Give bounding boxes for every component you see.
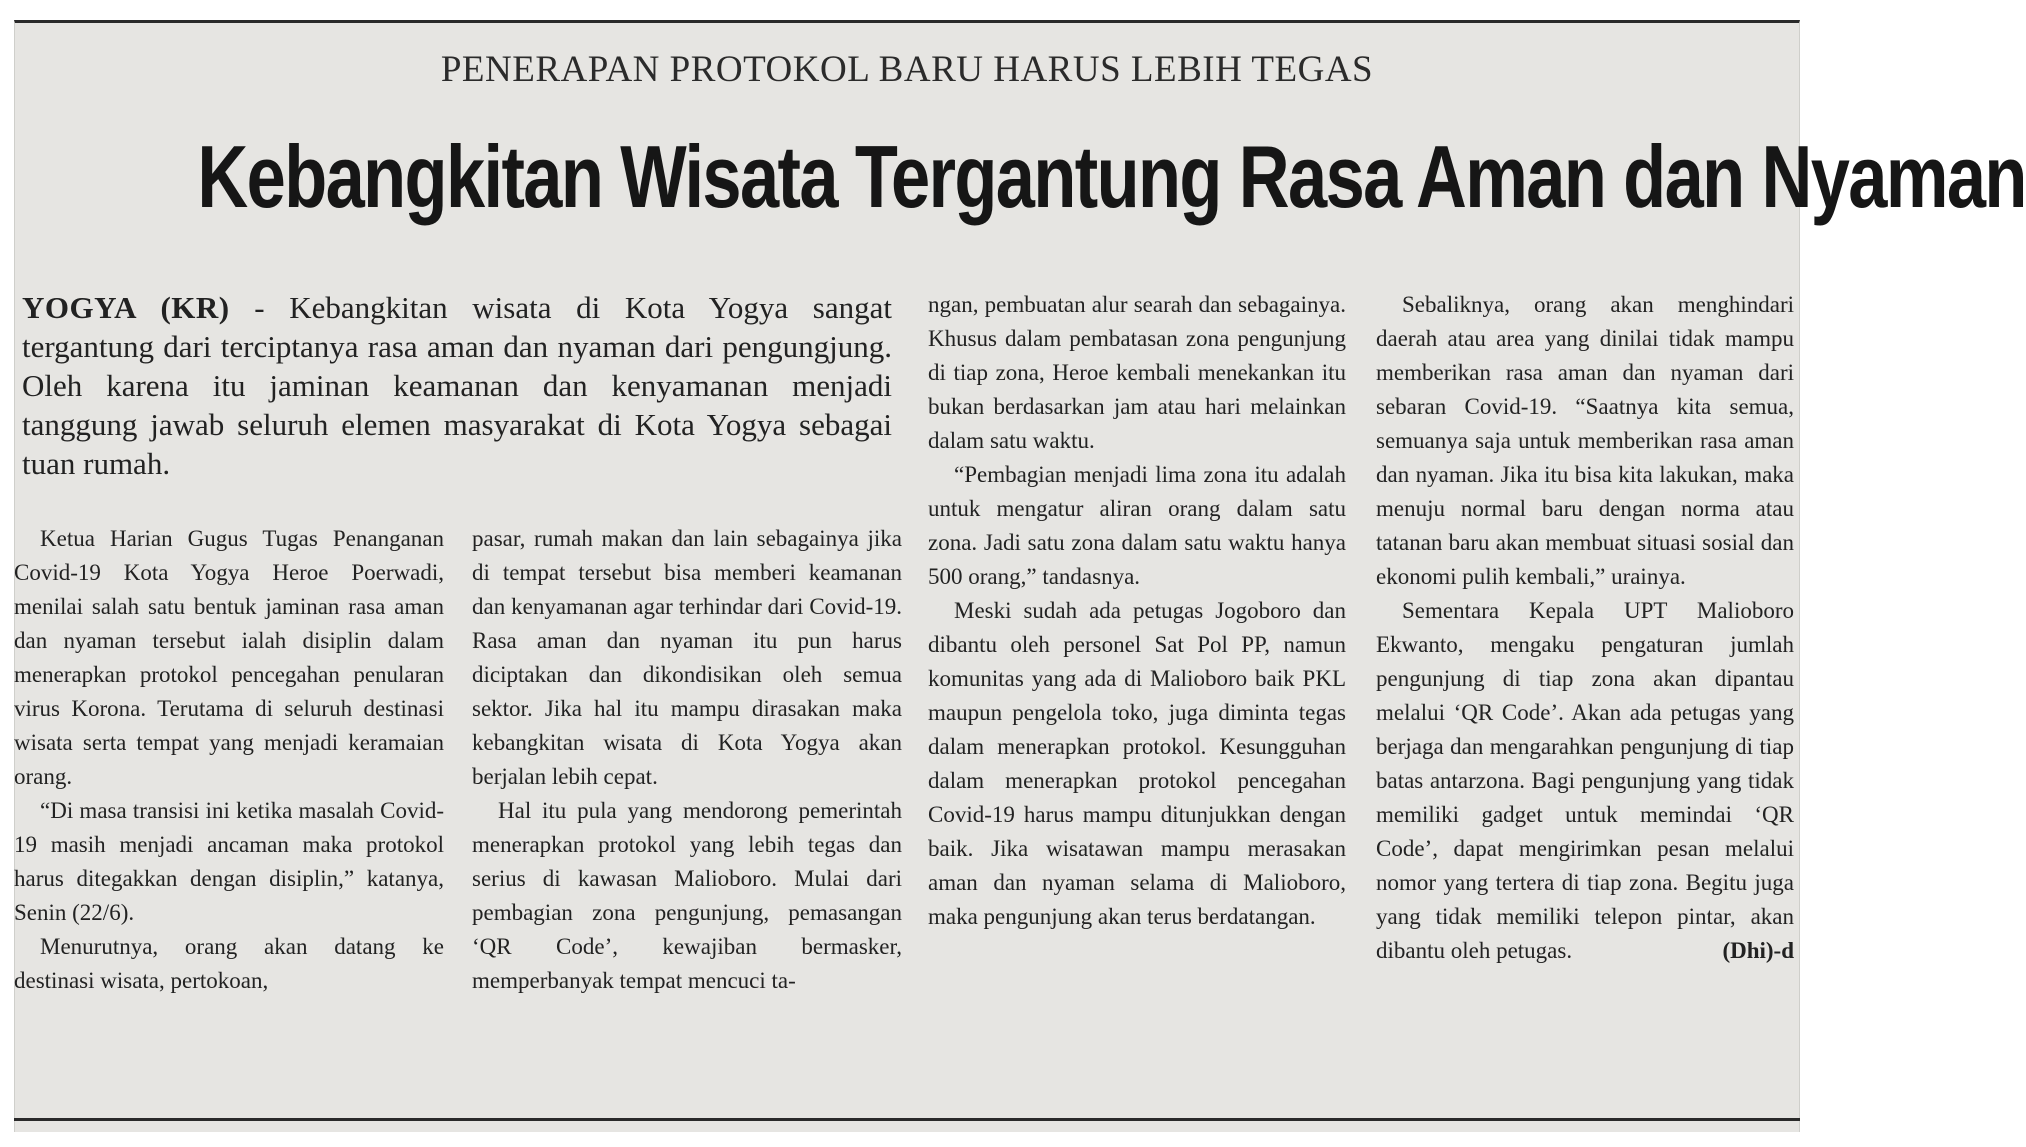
lead-text: - Kebangkitan wisata di Kota Yogya sangat tergantung dari terciptanya rasa aman dan nyaman dari pengungjung. Oleh karena itu jaminan keamanan dan kenyamanan menjadi tanggung jawab seluruh elemen masyarakat di Kota Yogya sebagai tuan rumah.	[22, 290, 892, 481]
article-headline: Kebangkitan Wisata Tergantung Rasa Aman dan Nyaman	[197, 127, 2026, 226]
column-1	[14, 522, 444, 998]
column-3	[928, 288, 1346, 934]
paragraph: “Di masa transisi ini ketika masalah Covid-19 masih menjadi ancaman maka protokol harus ditegakkan dengan disiplin,” katanya, Senin (22/6).	[14, 798, 444, 925]
paragraph: ngan, pembuatan alur searah dan sebagainya. Khusus dalam pembatasan zona pengunjung di tiap zona, Heroe kembali menekankan itu bukan berdasarkan jam atau hari melainkan dalam satu waktu.	[928, 292, 1346, 453]
paragraph-text: Sementara Kepala UPT Malioboro Ekwanto, mengaku pengaturan jumlah pengunjung di tiap zona akan dipantau melalui ‘QR Code’. Akan ada petugas yang berjaga dan mengarahkan pengunjung di tiap batas antarzona. Bagi pengunjung yang tidak memiliki gadget untuk memindai ‘QR Code’, dapat mengirimkan pesan melalui nomor yang tertera di tiap zona. Begitu juga yang tidak memiliki telepon pintar, akan dibantu oleh petugas.	[1376, 598, 1794, 963]
paragraph: Menurutnya, orang akan datang ke destinasi wisata, pertokoan,	[14, 934, 444, 993]
column-2	[472, 522, 902, 998]
paragraph: Meski sudah ada petugas Jogoboro dan dibantu oleh personel Sat Pol PP, namun komunitas yang ada di Malioboro baik PKL maupun pengelola toko, juga diminta tegas dalam menerapkan protokol. Kesungguhan dalam menerapkan protokol pencegahan Covid-19 harus mampu ditunjukkan dengan baik. Jika wisatawan mampu merasakan aman dan nyaman selama di Malioboro, maka pengunjung akan terus berdatangan.	[928, 598, 1346, 929]
kicker-heading: PENERAPAN PROTOKOL BARU HARUS LEBIH TEGAS	[440, 49, 1374, 90]
byline: (Dhi)-d	[1722, 938, 1794, 963]
paragraph: “Pembagian menjadi lima zona itu adalah untuk mengatur aliran orang dalam satu zona. Jadi satu zona dalam satu waktu hanya 500 orang,” tandasnya.	[928, 462, 1346, 589]
column-4	[1376, 288, 1794, 968]
bottom-rule	[14, 1118, 1800, 1121]
paragraph: Ketua Harian Gugus Tugas Penanganan Covid-19 Kota Yogya Heroe Poerwadi, menilai salah satu bentuk jaminan rasa aman dan nyaman tersebut ialah disiplin dalam menerapkan protokol pencegahan penularan virus Korona. Terutama di seluruh destinasi wisata serta tempat yang menjadi keramaian orang.	[14, 526, 444, 789]
dateline: YOGYA (KR)	[22, 290, 230, 325]
paragraph: Sebaliknya, orang akan menghindari daerah atau area yang dinilai tidak mampu memberikan rasa aman dan nyaman dari sebaran Covid-19. “Saatnya kita semua, semuanya saja untuk memberikan rasa aman dan nyaman. Jika itu bisa kita lakukan, maka menuju normal baru dengan norma atau tatanan baru akan membuat situasi sosial dan ekonomi pulih kembali,” urainya.	[1376, 292, 1794, 589]
paragraph: pasar, rumah makan dan lain sebagainya jika di tempat tersebut bisa memberi keamanan dan kenyamanan agar terhindar dari Covid-19. Rasa aman dan nyaman itu pun harus diciptakan dan dikondisikan oleh semua sektor. Jika hal itu mampu dirasakan maka kebangkitan wisata di Kota Yogya akan berjalan lebih cepat.	[472, 526, 902, 789]
lead-paragraph	[22, 288, 892, 483]
paragraph: Hal itu pula yang mendorong pemerintah menerapkan protokol yang lebih tegas dan serius di kawasan Malioboro. Mulai dari pembagian zona pengunjung, pemasangan ‘QR Code’, kewajiban bermasker, memperbanyak tempat mencuci ta-	[472, 798, 902, 993]
paragraph	[1376, 594, 1794, 968]
